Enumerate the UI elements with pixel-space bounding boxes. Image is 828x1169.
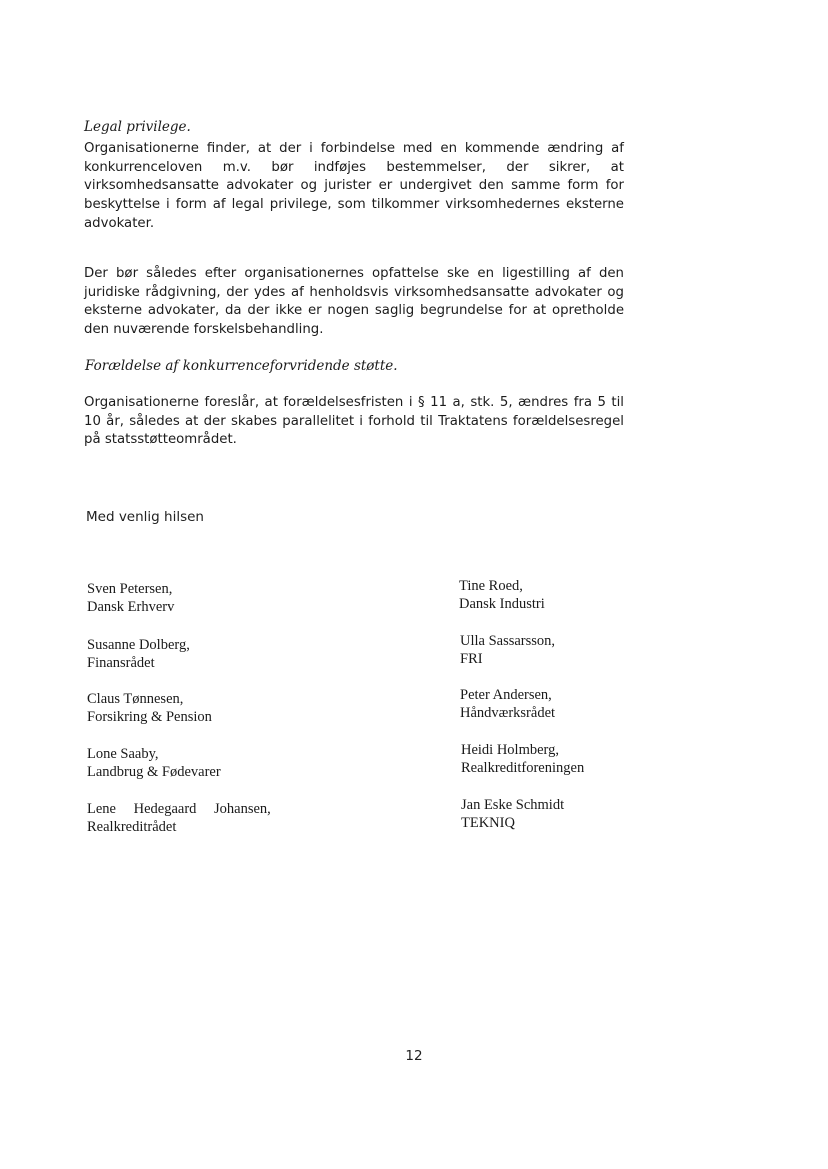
signatory-right-1 [459, 577, 545, 613]
closing-salutation: Med venlig hilsen [86, 509, 204, 525]
section-heading-foraeldelse: Forældelse af konkurrenceforvridende støtte. [85, 358, 398, 374]
signatory-organisation: TEKNIQ [461, 815, 515, 831]
signatory-right-4 [461, 741, 584, 777]
signatory-organisation: Realkreditrådet [87, 819, 177, 835]
signatory-name: Heidi Holmberg, [461, 742, 559, 758]
signatory-organisation: Forsikring & Pension [87, 709, 212, 725]
section-heading-legal-privilege: Legal privilege. [84, 119, 191, 135]
signatory-right-5 [461, 796, 564, 832]
signatory-name: Ulla Sassarsson, [460, 633, 556, 649]
signatory-organisation: Finansrådet [87, 655, 155, 671]
signatory-organisation: FRI [460, 651, 483, 667]
signatory-right-3 [460, 686, 555, 722]
signatory-name: Tine Roed, [459, 578, 523, 594]
signatory-name: Sven Petersen, [87, 581, 173, 597]
paragraph-legal-privilege-1: Organisationerne finder, at der i forbindelse med en kommende ændring af konkurrenceloven m.v. bør indføjes bestemmelser, der sikrer, at virksomhedsansatte advokater og jurister er undergivet den samme form for beskyttelse i form af legal privilege, som tilkommer virksomhedernes eksterne advokater. [84, 141, 624, 231]
signatory-name: Susanne Dolberg, [87, 637, 190, 653]
signatory-name: Lene Hedegaard Johansen, [87, 801, 271, 817]
signatory-right-2 [460, 632, 555, 668]
signatory-organisation: Landbrug & Fødevarer [87, 764, 221, 780]
paragraph-legal-privilege-2: Der bør således efter organisationernes opfattelse ske en ligestilling af den juridiske rådgivning, der ydes af henholdsvis virksomhedsansatte advokater og eksterne advokater, da der ikke er nogen saglig begrundelse for at opretholde den nuværende forskelsbehandling. [84, 266, 624, 338]
signatory-left-5 [87, 800, 271, 836]
signatory-name: Peter Andersen, [460, 687, 552, 703]
signatory-left-4 [87, 745, 221, 781]
page-number: 12 [405, 1048, 423, 1064]
signatory-name: Lone Saaby, [87, 746, 159, 762]
paragraph-foraeldelse-1: Organisationerne foreslår, at forældelsesfristen i § 11 a, stk. 5, ændres fra 5 til 10 år, således at der skabes parallelitet i forhold til Traktatens forældelsesregel på statsstøtteområdet. [84, 395, 624, 448]
signatory-organisation: Realkreditforeningen [461, 760, 585, 776]
signatory-left-1 [87, 580, 174, 616]
signatory-name: Claus Tønnesen, [87, 691, 184, 707]
signatory-organisation: Dansk Industri [459, 596, 545, 612]
signatory-left-3 [87, 690, 212, 726]
signatory-organisation: Dansk Erhverv [87, 599, 175, 615]
signatory-name: Jan Eske Schmidt [461, 797, 565, 813]
signatory-left-2 [87, 636, 190, 672]
signatory-organisation: Håndværksrådet [460, 705, 556, 721]
